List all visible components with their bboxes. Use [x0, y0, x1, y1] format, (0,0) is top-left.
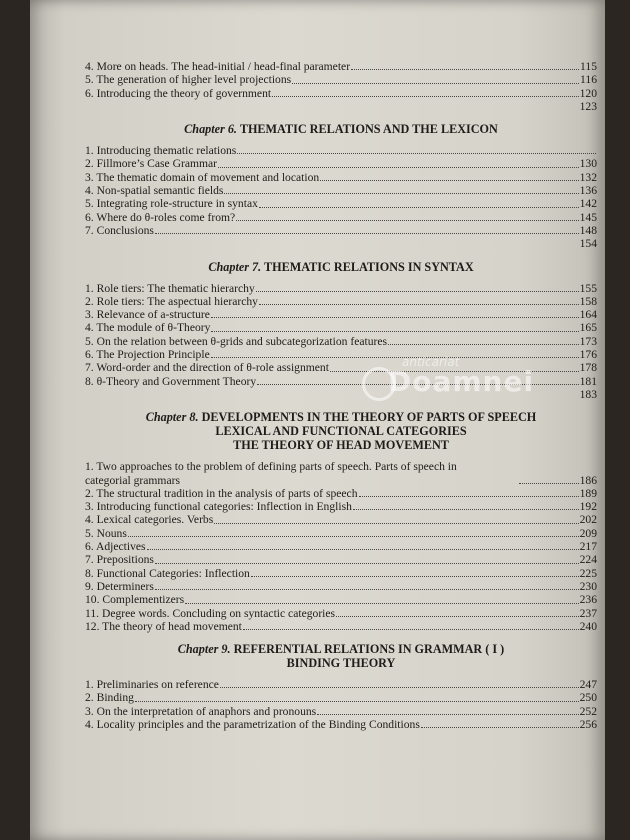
entry-title: 10. Complementizers	[85, 593, 185, 607]
dot-leader	[351, 69, 579, 70]
dot-leader	[359, 496, 579, 497]
chapter-label: Chapter 7.	[208, 259, 262, 274]
chapter-heading	[85, 260, 597, 274]
page-number: 240	[579, 619, 597, 633]
dot-leader	[317, 714, 578, 715]
page-number: 250	[579, 691, 597, 705]
entry-title: 1. Preliminaries on reference	[85, 678, 219, 692]
toc-entry	[85, 540, 597, 553]
page-number: 115	[580, 60, 597, 73]
page-number: 158	[579, 294, 597, 308]
entry-title: 1. Role tiers: The thematic hierarchy	[85, 281, 255, 295]
dot-leader	[330, 371, 579, 372]
dot-leader	[211, 331, 578, 332]
page-number: 148	[579, 223, 597, 237]
entry-title: 6. Introducing the theory of government	[85, 86, 272, 100]
toc-entry	[85, 593, 597, 606]
toc-entry	[85, 487, 597, 500]
page-number: 225	[579, 566, 597, 580]
page-number: 237	[579, 606, 597, 620]
toc-entry	[85, 718, 597, 731]
entry-title: 3. Introducing functional categories: Inflection in English	[85, 500, 352, 514]
toc-entry	[85, 580, 597, 593]
chapter-section	[85, 642, 597, 731]
page-number: 236	[579, 593, 597, 607]
dot-leader	[155, 589, 579, 590]
entry-title: 2. Binding	[85, 691, 134, 705]
toc-entry	[85, 237, 597, 250]
entry-title: 12. The theory of head movement	[85, 619, 242, 633]
entry-title: 2. The structural tradition in the analysis of parts of speech	[85, 486, 358, 500]
entry-title: 4. Non-spatial semantic fields	[85, 184, 224, 198]
dot-leader	[155, 233, 579, 234]
toc-entry	[85, 553, 597, 566]
toc-entry	[85, 375, 597, 388]
dot-leader	[251, 576, 579, 577]
previous-chapter-entries	[85, 60, 597, 113]
dot-leader	[388, 344, 579, 345]
chapter-heading	[85, 410, 597, 452]
toc-entry	[85, 321, 597, 334]
dot-leader	[292, 83, 579, 84]
page-number: 154	[579, 237, 597, 251]
dot-leader	[353, 509, 579, 510]
chapter-title: THEMATIC RELATIONS AND THE LEXICON	[239, 122, 498, 137]
page-number: 202	[579, 513, 597, 527]
chapter-label: Chapter 6.	[184, 122, 237, 137]
page-number: 164	[579, 308, 597, 322]
toc-entry	[85, 184, 597, 197]
page-number: 189	[579, 486, 597, 500]
page-number: 186	[579, 473, 597, 487]
dot-leader	[421, 727, 579, 728]
toc-entry	[85, 348, 597, 361]
entry-title: 6. The Projection Principle	[85, 348, 210, 362]
toc-entry	[85, 678, 597, 691]
toc-entry	[85, 157, 597, 170]
entry-title: 5. Nouns	[85, 526, 127, 540]
dot-leader	[211, 317, 579, 318]
page-number: 165	[579, 321, 597, 335]
page-number: 120	[579, 86, 597, 100]
dot-leader	[185, 603, 578, 604]
toc-entry	[85, 388, 597, 401]
entry-title: 1. Introducing thematic relations	[85, 144, 237, 158]
toc-entry	[85, 335, 597, 348]
toc-entry	[85, 144, 597, 157]
toc-entry	[85, 567, 597, 580]
toc-entry	[85, 691, 597, 704]
page-number: 178	[579, 361, 597, 375]
toc-entry	[85, 513, 597, 526]
entry-title: 5. The generation of higher level projections	[85, 73, 292, 87]
chapter-label: Chapter 8.	[145, 410, 199, 425]
entry-title: 7. Conclusions	[85, 223, 154, 237]
entry-title: 6. Where do θ-roles come from?	[85, 210, 236, 224]
chapter-title: DEVELOPMENTS IN THE THEORY OF PARTS OF SPEECH	[201, 410, 537, 425]
chapter-section	[85, 410, 597, 633]
toc-entry	[85, 607, 597, 620]
toc-entry	[85, 100, 597, 113]
dot-leader	[272, 96, 579, 97]
dot-leader	[336, 616, 579, 617]
dot-leader	[147, 549, 579, 550]
page-number: 136	[579, 184, 597, 198]
page-number: 173	[579, 334, 597, 348]
entry-title: 3. The thematic domain of movement and location	[85, 170, 320, 184]
entry-title: 4. The module of θ-Theory	[85, 321, 211, 335]
chapter-label: Chapter 9.	[177, 642, 231, 657]
page-number: 123	[579, 99, 597, 113]
dot-leader	[218, 167, 579, 168]
toc-entry	[85, 361, 597, 374]
toc-entry	[85, 295, 597, 308]
dot-leader	[320, 180, 578, 181]
entry-title: 3. Relevance of a-structure	[85, 308, 210, 322]
page-number: 217	[579, 540, 597, 554]
chapter-title: THEMATIC RELATIONS IN SYNTAX	[264, 259, 474, 274]
entry-title: 8. Functional Categories: Inflection	[85, 566, 250, 580]
chapter-title: REFERENTIAL RELATIONS IN GRAMMAR ( I )	[233, 642, 505, 657]
page-number: 132	[579, 170, 597, 184]
page-number: 116	[580, 73, 597, 87]
page-number: 247	[579, 678, 597, 692]
dot-leader	[237, 153, 596, 154]
entry-title: 8. θ-Theory and Government Theory	[85, 374, 257, 388]
toc-entry	[85, 500, 597, 513]
entry-title: 3. On the interpretation of anaphors and pronouns	[85, 704, 317, 718]
page-number: 183	[579, 387, 597, 401]
dot-leader	[236, 220, 578, 221]
dot-leader	[259, 304, 579, 305]
toc-entry	[85, 224, 597, 237]
entry-title: 4. More on heads. The head-initial / head-final parameter	[85, 60, 351, 73]
table-of-contents	[85, 60, 597, 731]
dot-leader	[243, 629, 579, 630]
dot-leader	[135, 701, 579, 702]
chapter-section	[85, 122, 597, 250]
page-number: 224	[579, 553, 597, 567]
toc-entry	[85, 87, 597, 100]
entry-title: 9. Determiners	[85, 579, 154, 593]
entry-title: 2. Fillmore’s Case Grammar	[85, 157, 218, 171]
book-page	[30, 0, 605, 840]
toc-entry	[85, 308, 597, 321]
toc-entry	[85, 527, 597, 540]
entry-title: 7. Prepositions	[85, 553, 154, 567]
chapter-section	[85, 260, 597, 402]
entry-title: 1. Two approaches to the problem of defining parts of speech. Parts of speech in categorial grammars	[85, 460, 457, 487]
dot-leader	[519, 483, 579, 484]
dot-leader	[128, 536, 579, 537]
dot-leader	[256, 291, 579, 292]
dot-leader	[220, 687, 579, 688]
dot-leader	[259, 207, 579, 208]
page-number: 252	[579, 704, 597, 718]
chapter-heading	[85, 122, 597, 136]
entry-title: 11. Degree words. Concluding on syntactic categories	[85, 606, 336, 620]
chapter-subtitle: LEXICAL AND FUNCTIONAL CATEGORIES	[215, 424, 467, 439]
toc-entry	[85, 60, 597, 73]
toc-entry	[85, 282, 597, 295]
entry-title: 4. Locality principles and the parametrization of the Binding Conditions	[85, 717, 420, 731]
toc-entry	[85, 197, 597, 210]
entry-title: 7. Word-order and the direction of θ-role assignment	[85, 361, 329, 375]
entry-title: 6. Adjectives	[85, 540, 146, 554]
entry-title: 5. Integrating role-structure in syntax	[85, 197, 258, 211]
page-number: 209	[579, 526, 597, 540]
page-number: 176	[579, 348, 597, 362]
toc-entry	[85, 705, 597, 718]
page-number: 155	[579, 281, 597, 295]
toc-entry	[85, 620, 597, 633]
dot-leader	[214, 523, 578, 524]
chapter-subtitle: THE THEORY OF HEAD MOVEMENT	[233, 438, 449, 453]
watermark-line2: Doamnei	[388, 365, 535, 398]
page-number: 130	[579, 157, 597, 171]
page-number: 142	[579, 197, 597, 211]
toc-entry	[85, 73, 597, 86]
page-number: 256	[579, 717, 597, 731]
watermark-line1: anticariat	[402, 355, 460, 369]
chapter-subtitle: BINDING THEORY	[286, 656, 396, 671]
toc-entry	[85, 211, 597, 224]
toc-entry	[85, 171, 597, 184]
dot-leader	[224, 193, 578, 194]
page-number: 145	[579, 210, 597, 224]
toc-entry	[85, 460, 597, 487]
entry-title: 5. On the relation between θ-grids and subcategorization features	[85, 334, 388, 348]
page-number: 230	[579, 579, 597, 593]
entry-title: 2. Role tiers: The aspectual hierarchy	[85, 294, 258, 308]
page-number: 181	[579, 374, 597, 388]
page-number: 192	[579, 500, 597, 514]
dot-leader	[211, 357, 579, 358]
dot-leader	[155, 563, 579, 564]
chapter-heading	[85, 642, 597, 670]
dot-leader	[257, 384, 578, 385]
chapter-list	[85, 122, 597, 731]
entry-title: 4. Lexical categories. Verbs	[85, 513, 214, 527]
